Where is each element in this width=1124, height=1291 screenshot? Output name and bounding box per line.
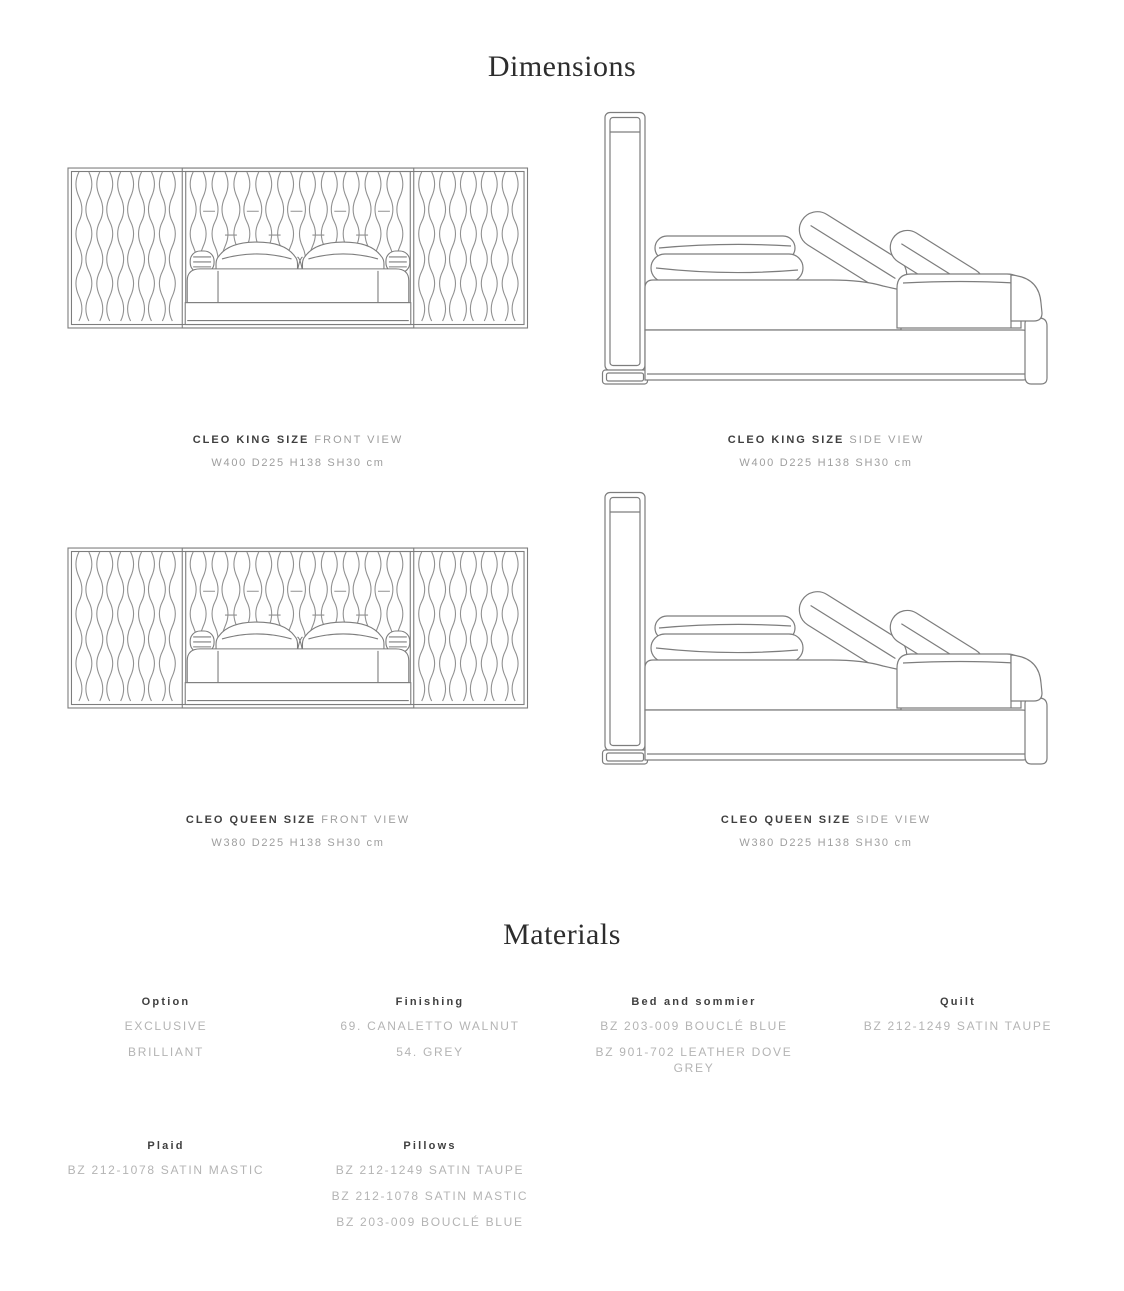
figure-view-label: SIDE VIEW xyxy=(856,814,932,826)
figure-king-side xyxy=(562,104,1090,474)
material-value: BZ 212-1249 SATIN TAUPE xyxy=(863,1019,1053,1033)
figure-dimensions: W380 D225 H138 SH30 cm xyxy=(739,837,913,849)
figure-name: CLEO KING SIZE xyxy=(727,434,845,446)
bed-front-view-drawing xyxy=(67,545,529,713)
material-label: Pillows xyxy=(403,1140,457,1152)
figure-queen-side xyxy=(562,484,1090,854)
material-value: BZ 212-1078 SATIN MASTIC xyxy=(331,1189,529,1203)
material-group-pillows xyxy=(298,1140,562,1230)
figure-queen-front xyxy=(34,484,562,854)
material-value: BZ 901-702 LEATHER DOVE GREY xyxy=(595,1045,793,1075)
materials-title: Materials xyxy=(503,918,621,951)
material-value: BRILLIANT xyxy=(128,1045,204,1059)
material-value: BZ 203-009 BOUCLÉ BLUE xyxy=(336,1215,524,1229)
material-label: Quilt xyxy=(939,996,977,1008)
material-group-bed-and-sommier xyxy=(562,996,826,1076)
figure-dimensions: W380 D225 H138 SH30 cm xyxy=(211,837,385,849)
figure-dimensions: W400 D225 H138 SH30 cm xyxy=(739,457,913,469)
figure-name: CLEO QUEEN SIZE xyxy=(185,814,317,826)
figure-caption xyxy=(193,434,404,474)
material-value: EXCLUSIVE xyxy=(124,1019,208,1033)
material-label: Finishing xyxy=(395,996,465,1008)
bed-side-view-drawing xyxy=(601,110,1051,388)
material-group-option xyxy=(34,996,298,1076)
dimensions-title: Dimensions xyxy=(487,50,637,83)
figure-view-label: FRONT VIEW xyxy=(314,434,404,446)
materials-section xyxy=(34,854,1090,1230)
figure-view-label: FRONT VIEW xyxy=(321,814,411,826)
bed-side-view-drawing xyxy=(601,490,1051,768)
figure-name: CLEO QUEEN SIZE xyxy=(720,814,852,826)
material-value: BZ 212-1078 SATIN MASTIC xyxy=(67,1163,265,1177)
bed-front-view-drawing xyxy=(67,165,529,333)
figure-dimensions: W400 D225 H138 SH30 cm xyxy=(211,457,385,469)
figure-name: CLEO KING SIZE xyxy=(192,434,310,446)
material-value: 54. GREY xyxy=(396,1045,464,1059)
figure-caption xyxy=(186,814,410,854)
dimensions-figure-grid xyxy=(34,104,1090,854)
figure-caption xyxy=(728,434,925,474)
figure-king-front xyxy=(34,104,562,474)
dimensions-section xyxy=(34,0,1090,854)
material-group-plaid xyxy=(34,1140,298,1230)
material-group-finishing xyxy=(298,996,562,1076)
material-label: Plaid xyxy=(147,1140,185,1152)
figure-view-label: SIDE VIEW xyxy=(849,434,925,446)
material-label: Bed and sommier xyxy=(631,996,757,1008)
materials-grid xyxy=(34,996,1090,1230)
material-label: Option xyxy=(141,996,191,1008)
material-value: BZ 203-009 BOUCLÉ BLUE xyxy=(600,1019,788,1033)
material-value: BZ 212-1249 SATIN TAUPE xyxy=(335,1163,525,1177)
material-group-quilt xyxy=(826,996,1090,1076)
material-value: 69. CANALETTO WALNUT xyxy=(340,1019,520,1033)
figure-caption xyxy=(721,814,931,854)
